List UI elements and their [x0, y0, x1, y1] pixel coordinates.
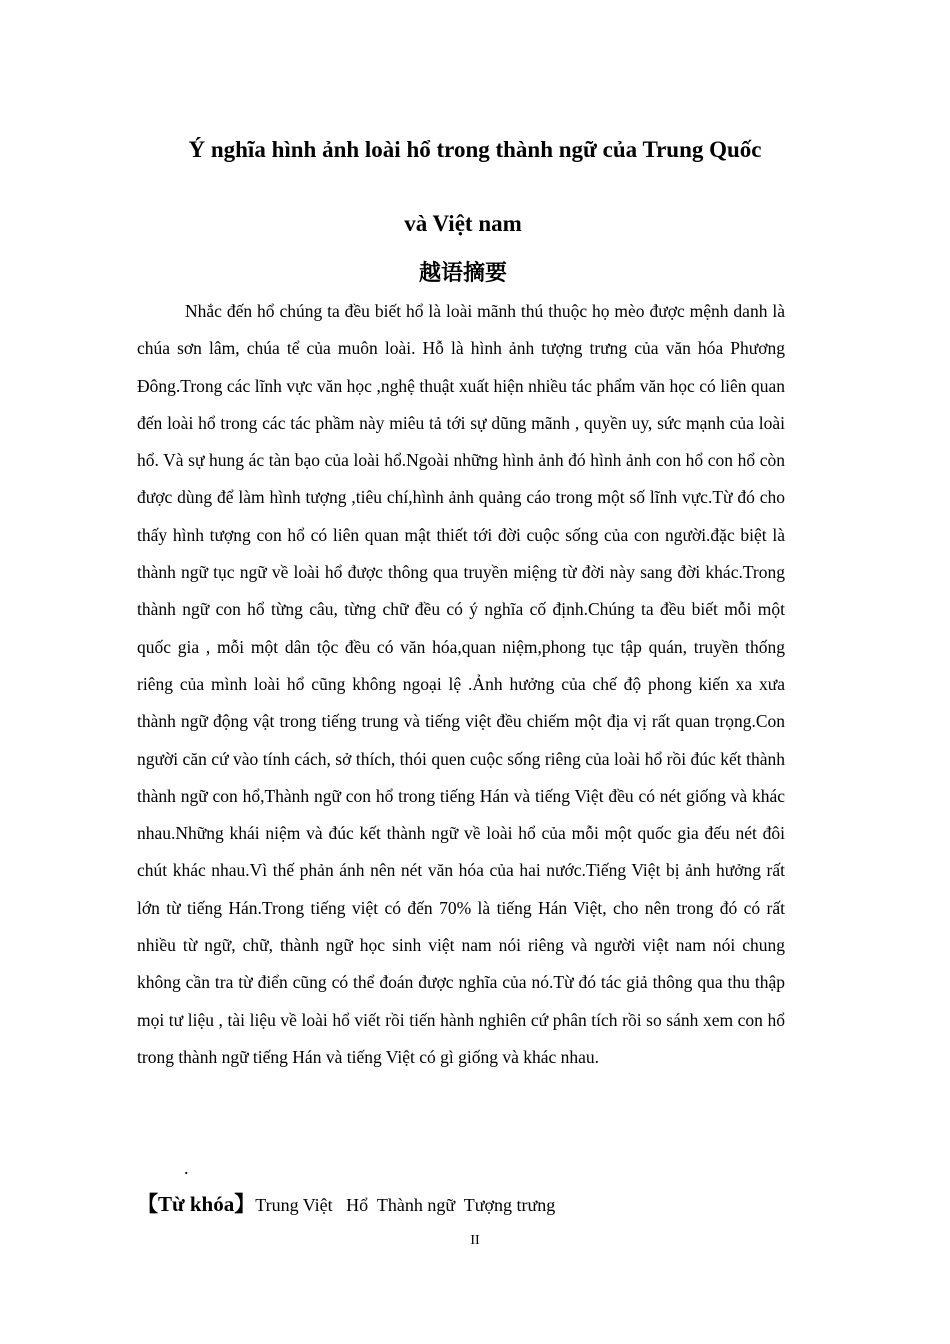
document-title-line-2: và Việt nam: [404, 211, 522, 236]
page-number: II: [470, 1233, 480, 1248]
document-title-line-1: Ý nghĩa hình ảnh loài hổ trong thành ngữ của Trung Quốc: [188, 137, 762, 162]
keywords-text: Trung Việt Hổ Thành ngữ Tượng trưng: [255, 1195, 556, 1215]
abstract-paragraph: Nhắc đến hổ chúng ta đều biết hổ là loài mãnh thú thuộc họ mèo được mệnh danh là chúa sơn lâm, chúa tể của muôn loài. Hỗ là hình ảnh tượng trưng của văn hóa Phương Đông.Trong các lĩnh vực văn học ,nghệ thuật xuất hiện nhiều tác phẩm văn học có liên quan đến loài hổ trong các tác phầm này miêu tả tới sự dũng mãnh , quyền uy, sức mạnh của loài hổ. Và sự hung ác tàn bạo của loài hổ.Ngoài những hình ảnh đó hình ảnh con hổ con hổ còn được dùng để làm hình tượng ,tiêu chí,hình ảnh quảng cáo trong một số lĩnh vực.Từ đó cho thấy hình tượng con hổ có liên quan mật thiết tới đời cuộc sống của con người.đặc biệt là thành ngữ tục ngữ về loài hổ được thông qua truyền miệng từ đời này sang đời khác.Trong thành ngữ con hổ từng câu, từng chữ đều có ý nghĩa cố định.Chúng ta đều biết mỗi một quốc gia , mỗi một dân tộc đều có văn hóa,quan niệm,phong tục tập quán, truyền thống riêng của mình loài hổ cũng không ngoại lệ .Ảnh hưởng của chế độ phong kiến xa xưa thành ngữ động vật trong tiếng trung và tiếng việt đều chiếm một địa vị rất quan trọng.Con người căn cứ vào tính cách, sở thích, thói quen cuộc sống riêng của loài hổ rồi đúc kết thành thành ngữ con hổ,Thành ngữ con hổ trong tiếng Hán và tiếng Việt đều có nét giống và khác nhau.Những khái niệm và đúc kết thành ngữ về loài hổ của mỗi một quốc gia đếu nét đôi chút khác nhau.Vì thế phản ánh nên nét văn hóa của hai nước.Tiếng Việt bị ảnh hưởng rất lớn từ tiếng Hán.Trong tiếng việt có đến 70% là tiếng Hán Việt, cho nên trong đó có rất nhiều từ ngữ, chữ, thành ngữ học sinh việt nam nói riêng và người việt nam nói chung không cần tra từ điển cũng có thể đoán được nghĩa của nó.Từ đó tác giả thông qua thu thập mọi tư liệu , tài liệu về loài hổ viết rồi tiến hành nghiên cứ phân tích rồi so sánh xem con hổ trong thành ngữ tiếng Hán và tiếng Việt có gì giống và khác nhau.: [137, 301, 785, 1067]
abstract-heading: 越语摘要: [418, 261, 507, 286]
stray-dot: .: [184, 1158, 189, 1178]
keywords-line: [137, 1189, 555, 1220]
keywords-label: 【Từ khóa】: [137, 1192, 256, 1216]
